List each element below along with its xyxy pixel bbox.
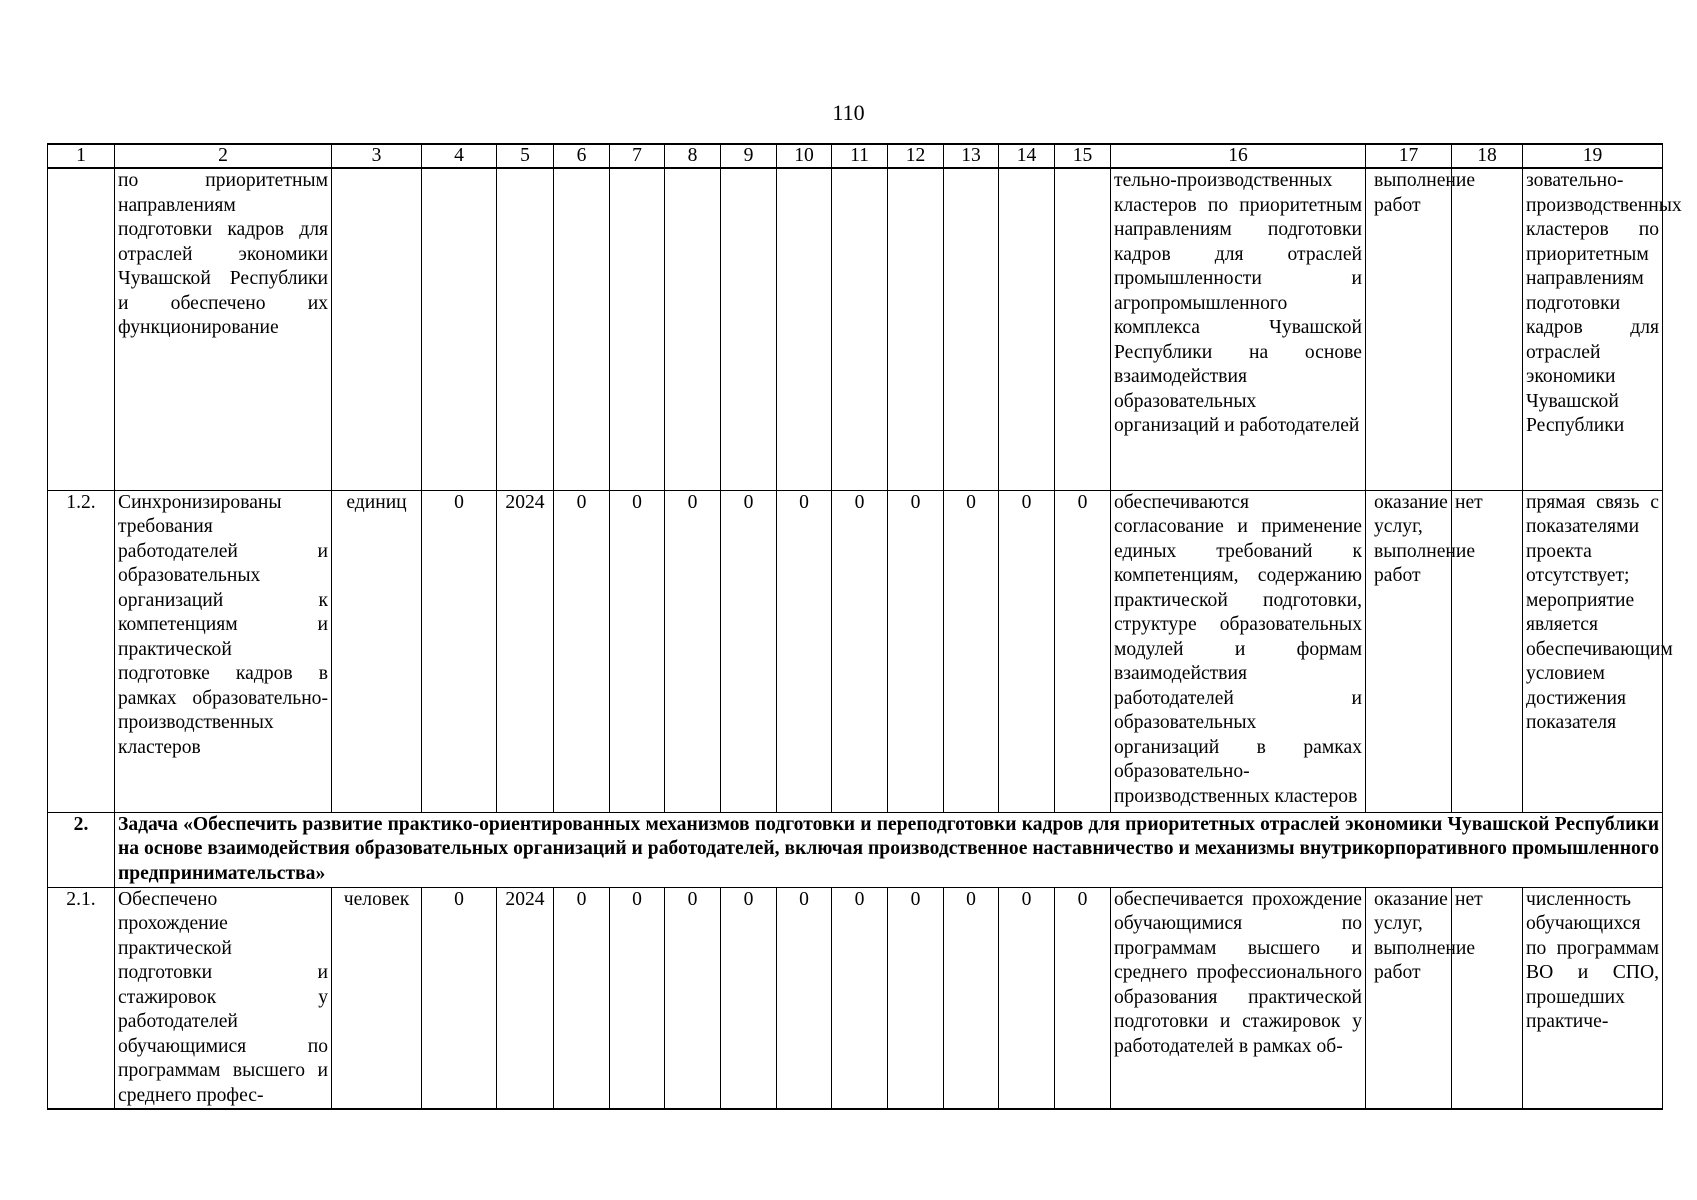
characteristic-text: тельно-производственных кластеров по приоритетным направлениям подготовки кадров для отраслей промышленности и агропромышленного комплекса Чувашской Республики на основе взаимодействия образовательных организаций и работодателей: [1111, 168, 1366, 490]
column-number: 4: [422, 144, 497, 168]
task-row: [48, 812, 1663, 887]
column-number: 16: [1111, 144, 1366, 168]
value-cell: [721, 168, 777, 490]
unit-of-measure: [332, 168, 422, 490]
value-cell: [665, 168, 721, 490]
column-number: 1: [48, 144, 115, 168]
column-number: 17: [1366, 144, 1452, 168]
base-value: [422, 168, 497, 490]
characteristic-text: обеспечивается прохождение обучающимися по программам высшего и среднего профессионального образования практической подготовки и стажировок у работодателей в рамках об-: [1111, 887, 1366, 1109]
value-cell: [610, 168, 665, 490]
value-cell: 0: [777, 490, 832, 812]
value-cell: [944, 168, 999, 490]
base-year: 2024: [497, 490, 554, 812]
column-number: 7: [610, 144, 665, 168]
value-cell: 0: [888, 887, 944, 1109]
column-number: 19: [1523, 144, 1663, 168]
result-type: выполнение работ: [1366, 168, 1452, 490]
value-cell: 0: [944, 887, 999, 1109]
characteristic-text: обеспечиваются согласование и применение единых требований к компетенциям, содержанию практической подготовки, структуре образовательных модулей и формам взаимодействия работодателей и образовательных организаций в рамках образовательно-производственных кластеров: [1111, 490, 1366, 812]
base-year: [497, 168, 554, 490]
indicator-link: численность обучающихся по программам ВО и СПО, прошедших практиче-: [1523, 887, 1663, 1109]
result-type: оказание услуг, выполнение работ: [1366, 490, 1452, 812]
column-number: 13: [944, 144, 999, 168]
column-number: 2: [115, 144, 332, 168]
value-cell: 0: [1055, 887, 1111, 1109]
task-title: Задача «Обеспечить развитие практико-ориентированных механизмов подготовки и переподготовки кадров для приоритетных отраслей экономики Чувашской Республики на основе взаимодействия образовательных организаций и работодателей, включая производственное наставничество и механизмы внутрикорпоративного промышленного предпринимательства»: [115, 812, 1663, 887]
column-number: 3: [332, 144, 422, 168]
column-number: 11: [832, 144, 888, 168]
is-grant: нет: [1452, 887, 1523, 1109]
value-cell: 0: [610, 887, 665, 1109]
table-row: [48, 490, 1663, 812]
column-number: 6: [554, 144, 610, 168]
column-number: 5: [497, 144, 554, 168]
value-cell: 0: [665, 490, 721, 812]
value-cell: 0: [888, 490, 944, 812]
value-cell: 0: [610, 490, 665, 812]
column-number: 18: [1452, 144, 1523, 168]
value-cell: 0: [944, 490, 999, 812]
value-cell: 0: [777, 887, 832, 1109]
value-cell: 0: [832, 887, 888, 1109]
column-number: 9: [721, 144, 777, 168]
unit-of-measure: человек: [332, 887, 422, 1109]
program-table: [47, 143, 1682, 1110]
value-cell: 0: [721, 887, 777, 1109]
table-row: [48, 168, 1663, 490]
indicator-link: зовательно-производственных кластеров по приоритетным направлениям подготовки кадров для отраслей экономики Чувашской Республики: [1523, 168, 1663, 490]
indicator-link: прямая связь с показателями проекта отсутствует; мероприятие является обеспечивающим условием достижения показателя: [1523, 490, 1663, 812]
row-index: [48, 168, 115, 490]
row-index: 1.2.: [48, 490, 115, 812]
value-cell: 0: [832, 490, 888, 812]
task-number: 2.: [48, 812, 115, 887]
value-cell: 0: [999, 490, 1055, 812]
base-value: 0: [422, 887, 497, 1109]
page-number: 110: [832, 100, 865, 125]
value-cell: [999, 168, 1055, 490]
column-number: 14: [999, 144, 1055, 168]
result-type: оказание услуг, выполнение работ: [1366, 887, 1452, 1109]
base-year: 2024: [497, 887, 554, 1109]
row-index: 2.1.: [48, 887, 115, 1109]
value-cell: 0: [721, 490, 777, 812]
base-value: 0: [422, 490, 497, 812]
value-cell: 0: [554, 887, 610, 1109]
result-name: Обеспечено прохождение практической подготовки и стажировок у работодателей обучающимися по программам высшего и среднего профес-: [115, 887, 332, 1109]
value-cell: [1055, 168, 1111, 490]
value-cell: 0: [999, 887, 1055, 1109]
result-name: Синхронизированы требования работодателей и образовательных организаций к компетенциям и практической подготовке кадров в рамках образовательно-производственных кластеров: [115, 490, 332, 812]
value-cell: [832, 168, 888, 490]
column-number: 15: [1055, 144, 1111, 168]
value-cell: [554, 168, 610, 490]
value-cell: [777, 168, 832, 490]
value-cell: 0: [665, 887, 721, 1109]
value-cell: [888, 168, 944, 490]
value-cell: 0: [1055, 490, 1111, 812]
value-cell: 0: [554, 490, 610, 812]
column-number: 12: [888, 144, 944, 168]
table-row: [48, 887, 1663, 1109]
column-number: 10: [777, 144, 832, 168]
is-grant: нет: [1452, 490, 1523, 812]
column-number: 8: [665, 144, 721, 168]
result-name: по приоритетным направлениям подготовки кадров для отраслей экономики Чувашской Республики и обеспечено их функционирование: [115, 168, 332, 490]
is-grant: [1452, 168, 1523, 490]
unit-of-measure: единиц: [332, 490, 422, 812]
column-numbers-row: [48, 144, 1663, 168]
